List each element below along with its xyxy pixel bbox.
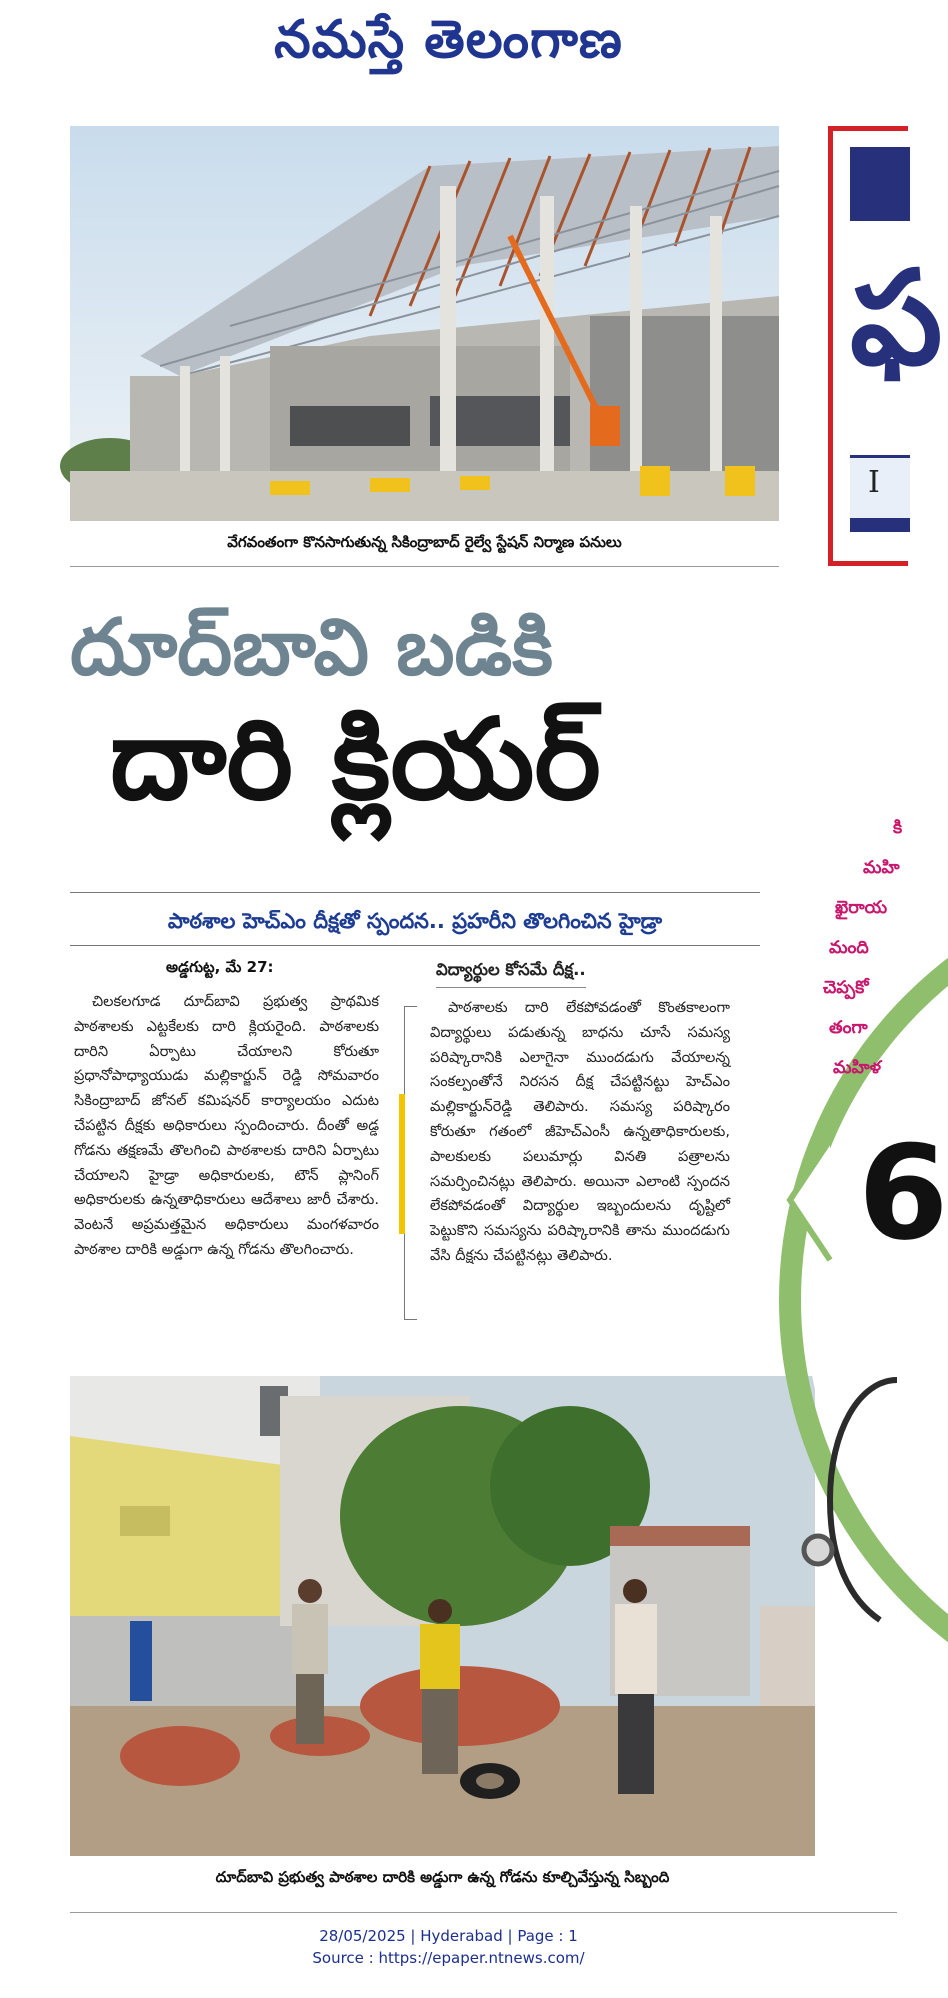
ad-navy-block (850, 147, 910, 221)
bottom-photo-caption: దూద్‌బావి ప్రభుత్వ పాఠశాల దారికి అడ్డుగా ఉన్న గోడను కూల్చివేస్తున్న సిబ్బంది (215, 1868, 670, 1886)
newspaper-masthead: నమస్తే తెలంగాణ (274, 10, 623, 70)
footer-source-link[interactable]: Source : https://epaper.ntnews.com/ (312, 1949, 585, 1967)
ad-pink-line: చెప్పకో (823, 978, 869, 998)
divider (70, 566, 779, 567)
ad-pink-line: కి (893, 818, 903, 838)
ad-pink-line: మహి (863, 858, 900, 878)
subheadline: పాఠశాల హెచ్‌ఎం దీక్షతో స్పందన.. ప్రహరీని తొలగించిన హైడ్రా (167, 909, 663, 933)
subhead-rule-bottom (70, 945, 760, 946)
headline-line-2: దారి క్లియర్ (110, 695, 601, 825)
ad-initial: I (868, 465, 880, 500)
article-column-2 (430, 996, 730, 1356)
ad-pink-line: తంగా (829, 1018, 868, 1038)
wall-demolition-photo (70, 1376, 815, 1856)
ad-strip (850, 455, 910, 532)
ad-pink-text (823, 808, 903, 1108)
headline-line-1: దూద్‌బావి బడికి (70, 603, 553, 693)
footer-divider (70, 1912, 897, 1913)
railway-station-photo (70, 126, 779, 521)
ad-pink-line: మహిళ (833, 1058, 882, 1078)
sidebar-heading: విద్యార్థుల కోసమే దీక్ష.. (436, 960, 586, 988)
ad-pink-line: ఖైరాయ (835, 898, 888, 918)
footer-date-edition: 28/05/2025 | Hyderabad | Page : 1 (319, 1927, 578, 1945)
article-column-1 (74, 990, 379, 1360)
ad-big-letter: ఫ (850, 242, 943, 394)
dateline: అడ్డగుట్ట, మే 27: (166, 958, 274, 976)
column-2-text: పాఠశాలకు దారి లేకపోవడంతో కొంతకాలంగా విద్యార్థులు పడుతున్న బాధను చూసే సమస్య పరిష్కారానికి ఎలాగైనా ముందడుగు వేయాలన్న సంకల్పంతోనే నిరసన దీక్ష చేపట్టినట్టు హెచ్‌ఎం మల్లికార్జున్‌రెడ్డి తెలిపారు. సమస్య పరిష్కారం కోరుతూ గతంలో జీహెచ్‌ఎంసీ ఉన్నతాధికారులకు, పాలకులకు పలుమార్లు వినతి పత్రాలను సమర్పించినట్లు తెలిపారు. అయినా ఎలాంటి స్పందన లేకపోవడంతో విద్యార్థుల ఇబ్బందులను దృష్టిలో పెట్టుకొని సమస్యను పరిష్కారానికి తాను ముందడుగు వేసి దీక్షను చేపట్టినట్లు తెలిపారు. (430, 999, 730, 1264)
page-footer (0, 1925, 897, 1969)
column-1-text: చిలకలగూడ దూద్‌బావి ప్రభుత్వ ప్రాథమిక పాఠశాలకు ఎట్టకేలకు దారి క్లియరైంది. పాఠశాలకు దారిని ఏర్పాటు చేయాలని కోరుతూ ప్రధానోపాధ్యాయుడు మల్లికార్జున్ రెడ్డి సోమవారం సికింద్రాబాద్ జోనల్ కమిషనర్ కార్యాలయం ఎదుట చేపట్టిన దీక్షకు అధికారులు స్పందించారు. దీంతో అడ్డ గోడను తక్షణమే తొలగించి పాఠశాలకు దారిని ఏర్పాటు చేయాలని హైడ్రా అధికారులకు, టౌన్ ప్లానింగ్ అధికారులకు ఉన్నతాధికారులు ఆదేశాలు జారీ చేశారు. వెంటనే అప్రమత్తమైన అధికారులు మంగళవారం పాఠశాల దారికి అడ్డుగా ఉన్న గోడను తొలగించారు. (74, 993, 379, 1258)
ad-big-number: 6 (858, 1117, 948, 1269)
top-photo-caption: వేగవంతంగా కొనసాగుతున్న సికింద్రాబాద్ రైల్వే స్టేషన్ నిర్మాణ పనులు (227, 533, 622, 551)
ad-pink-line: మంది (829, 938, 869, 958)
column-bracket (404, 1006, 417, 1320)
subhead-rule-top (70, 892, 760, 893)
accent-bar (399, 1094, 405, 1234)
